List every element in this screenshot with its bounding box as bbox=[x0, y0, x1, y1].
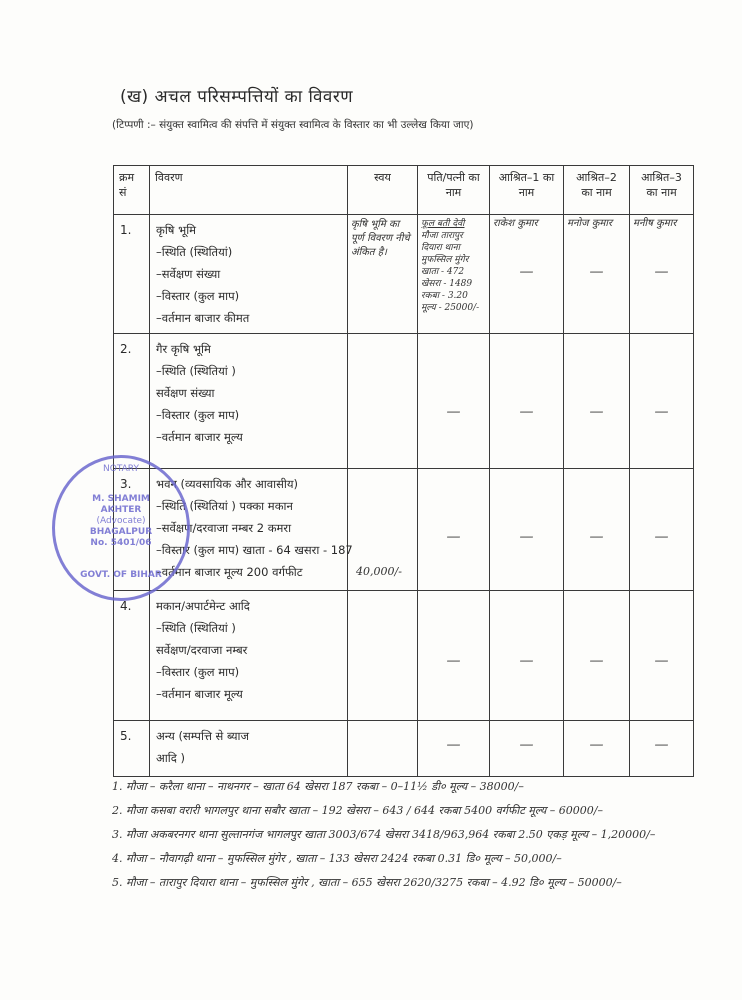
row-self bbox=[348, 591, 418, 721]
row-sno: 4. bbox=[114, 591, 150, 721]
header-dep1: आश्रित–1 का नाम bbox=[490, 166, 564, 215]
row-dep1: राकेश कुमार — bbox=[490, 215, 564, 334]
row-dep2: — bbox=[564, 469, 630, 591]
section-heading: (ख) अचल परिसम्पत्तियों का विवरण bbox=[120, 87, 354, 107]
row-dep1: — bbox=[490, 334, 564, 469]
row-dep3: — bbox=[630, 469, 694, 591]
row-spouse: — bbox=[418, 334, 490, 469]
row-dep2: — bbox=[564, 591, 630, 721]
row-dep2: मनोज कुमार — bbox=[564, 215, 630, 334]
row-desc: अन्य (सम्पत्ति से ब्याज आदि ) bbox=[150, 721, 348, 777]
row-dep2: — bbox=[564, 721, 630, 777]
row-sno: 1. bbox=[114, 215, 150, 334]
row-spouse: — bbox=[418, 591, 490, 721]
row-desc: मकान/अपार्टमेन्ट आदि –स्थिति (स्थितियां ) सर्वेक्षण/दरवाजा नम्बर –विस्तार (कुल माप) –वर्तमान बाजार मूल्य bbox=[150, 591, 348, 721]
header-dep2: आश्रित–2 का नाम bbox=[564, 166, 630, 215]
header-self: स्वय bbox=[348, 166, 418, 215]
row-dep2: — bbox=[564, 334, 630, 469]
table-row bbox=[114, 215, 694, 334]
section-note: (टिप्पणी :– संयुक्त स्वामित्व की संपत्ति में संयुक्त स्वामित्व के विस्तार का भी उल्लेख किया जाए) bbox=[112, 119, 474, 131]
footnote-item: 4. मौजा – नौवागढ़ी थाना – मुफस्सिल मुंगेर , खाता – 133 खेसरा 2424 रकबा 0.31 डि० मूल्य – 50,000/– bbox=[112, 852, 562, 865]
table-row bbox=[114, 591, 694, 721]
header-row bbox=[114, 166, 694, 215]
row-self-note: कृषि भूमि का पूर्ण विवरण नीचे अंकित है। bbox=[348, 215, 418, 334]
row-dep1: — bbox=[490, 721, 564, 777]
table-row bbox=[114, 721, 694, 777]
header-desc: विवरण bbox=[150, 166, 348, 215]
row-desc: भवन (व्यवसायिक और आवासीय) –स्थिति (स्थितियां ) पक्का मकान –सर्वेक्षण/दरवाजा नम्बर 2 कमरा –विस्तार (कुल माप) खाता - 64 खसरा - 187 –वर्तमान बाजार मूल्य 200 वर्गफीट bbox=[150, 469, 348, 591]
footnotes bbox=[112, 775, 732, 895]
row-sno: 3. bbox=[114, 469, 150, 591]
row-spouse: — bbox=[418, 721, 490, 777]
assets-table bbox=[113, 165, 694, 777]
header-sno: क्रम सं bbox=[114, 166, 150, 215]
footnote-item: 1. मौजा – करैला थाना – नाथनगर – खाता 64 खेसरा 187 रकबा – 0–11½ डी० मूल्य – 38000/– bbox=[112, 780, 524, 793]
header-spouse: पति/पत्नी का नाम bbox=[418, 166, 490, 215]
notary-stamp: NOTARY M. SHAMIM AKHTER (Advocate) BHAGALPUR No. 5401/06 GOVT. OF BIHAR bbox=[52, 455, 190, 601]
row-sno: 5. bbox=[114, 721, 150, 777]
row-self bbox=[348, 721, 418, 777]
row-dep3: — bbox=[630, 334, 694, 469]
row-desc: गैर कृषि भूमि –स्थिति (स्थितियां ) सर्वेक्षण संख्या –विस्तार (कुल माप) –वर्तमान बाजार मूल्य bbox=[150, 334, 348, 469]
footnote-item: 2. मौजा कसबा वरारी भागलपुर थाना सबौर खाता – 192 खेसरा – 643 / 644 रकबा 5400 वर्गफीट मूल्य – 60000/– bbox=[112, 804, 603, 817]
header-dep3: आश्रित–3 का नाम bbox=[630, 166, 694, 215]
row-dep3: — bbox=[630, 591, 694, 721]
row-dep1: — bbox=[490, 591, 564, 721]
row-self-value: 40,000/- bbox=[348, 469, 418, 591]
footnote-item: 3. मौजा अकबरनगर थाना सुल्तानगंज भागलपुर खाता 3003/674 खेसरा 3418/963,964 रकबा 2.50 एकड़ मूल्य – 1,20000/– bbox=[112, 828, 656, 841]
row-dep3: मनीष कुमार — bbox=[630, 215, 694, 334]
row-sno: 2. bbox=[114, 334, 150, 469]
row-self bbox=[348, 334, 418, 469]
row-dep1: — bbox=[490, 469, 564, 591]
table-row bbox=[114, 334, 694, 469]
table-row bbox=[114, 469, 694, 591]
row-spouse-details: फूल बती देवी मौजा तारापुर दियारा थाना मुफस्सिल मुंगेर खाता - 472 खेसरा - 1489 रकबा - 3.20 मूल्य - 25000/- bbox=[418, 215, 490, 334]
row-desc: कृषि भूमि –स्थिति (स्थितियां) –सर्वेक्षण संख्या –विस्तार (कुल माप) –वर्तमान बाजार कीमत bbox=[150, 215, 348, 334]
footnote-item: 5. मौजा – तारापुर दियारा थाना – मुफस्सिल मुंगेर , खाता – 655 खेसरा 2620/3275 रकबा – 4.92 डि० मूल्य – 50000/– bbox=[112, 876, 622, 889]
row-dep3: — bbox=[630, 721, 694, 777]
row-spouse: — bbox=[418, 469, 490, 591]
